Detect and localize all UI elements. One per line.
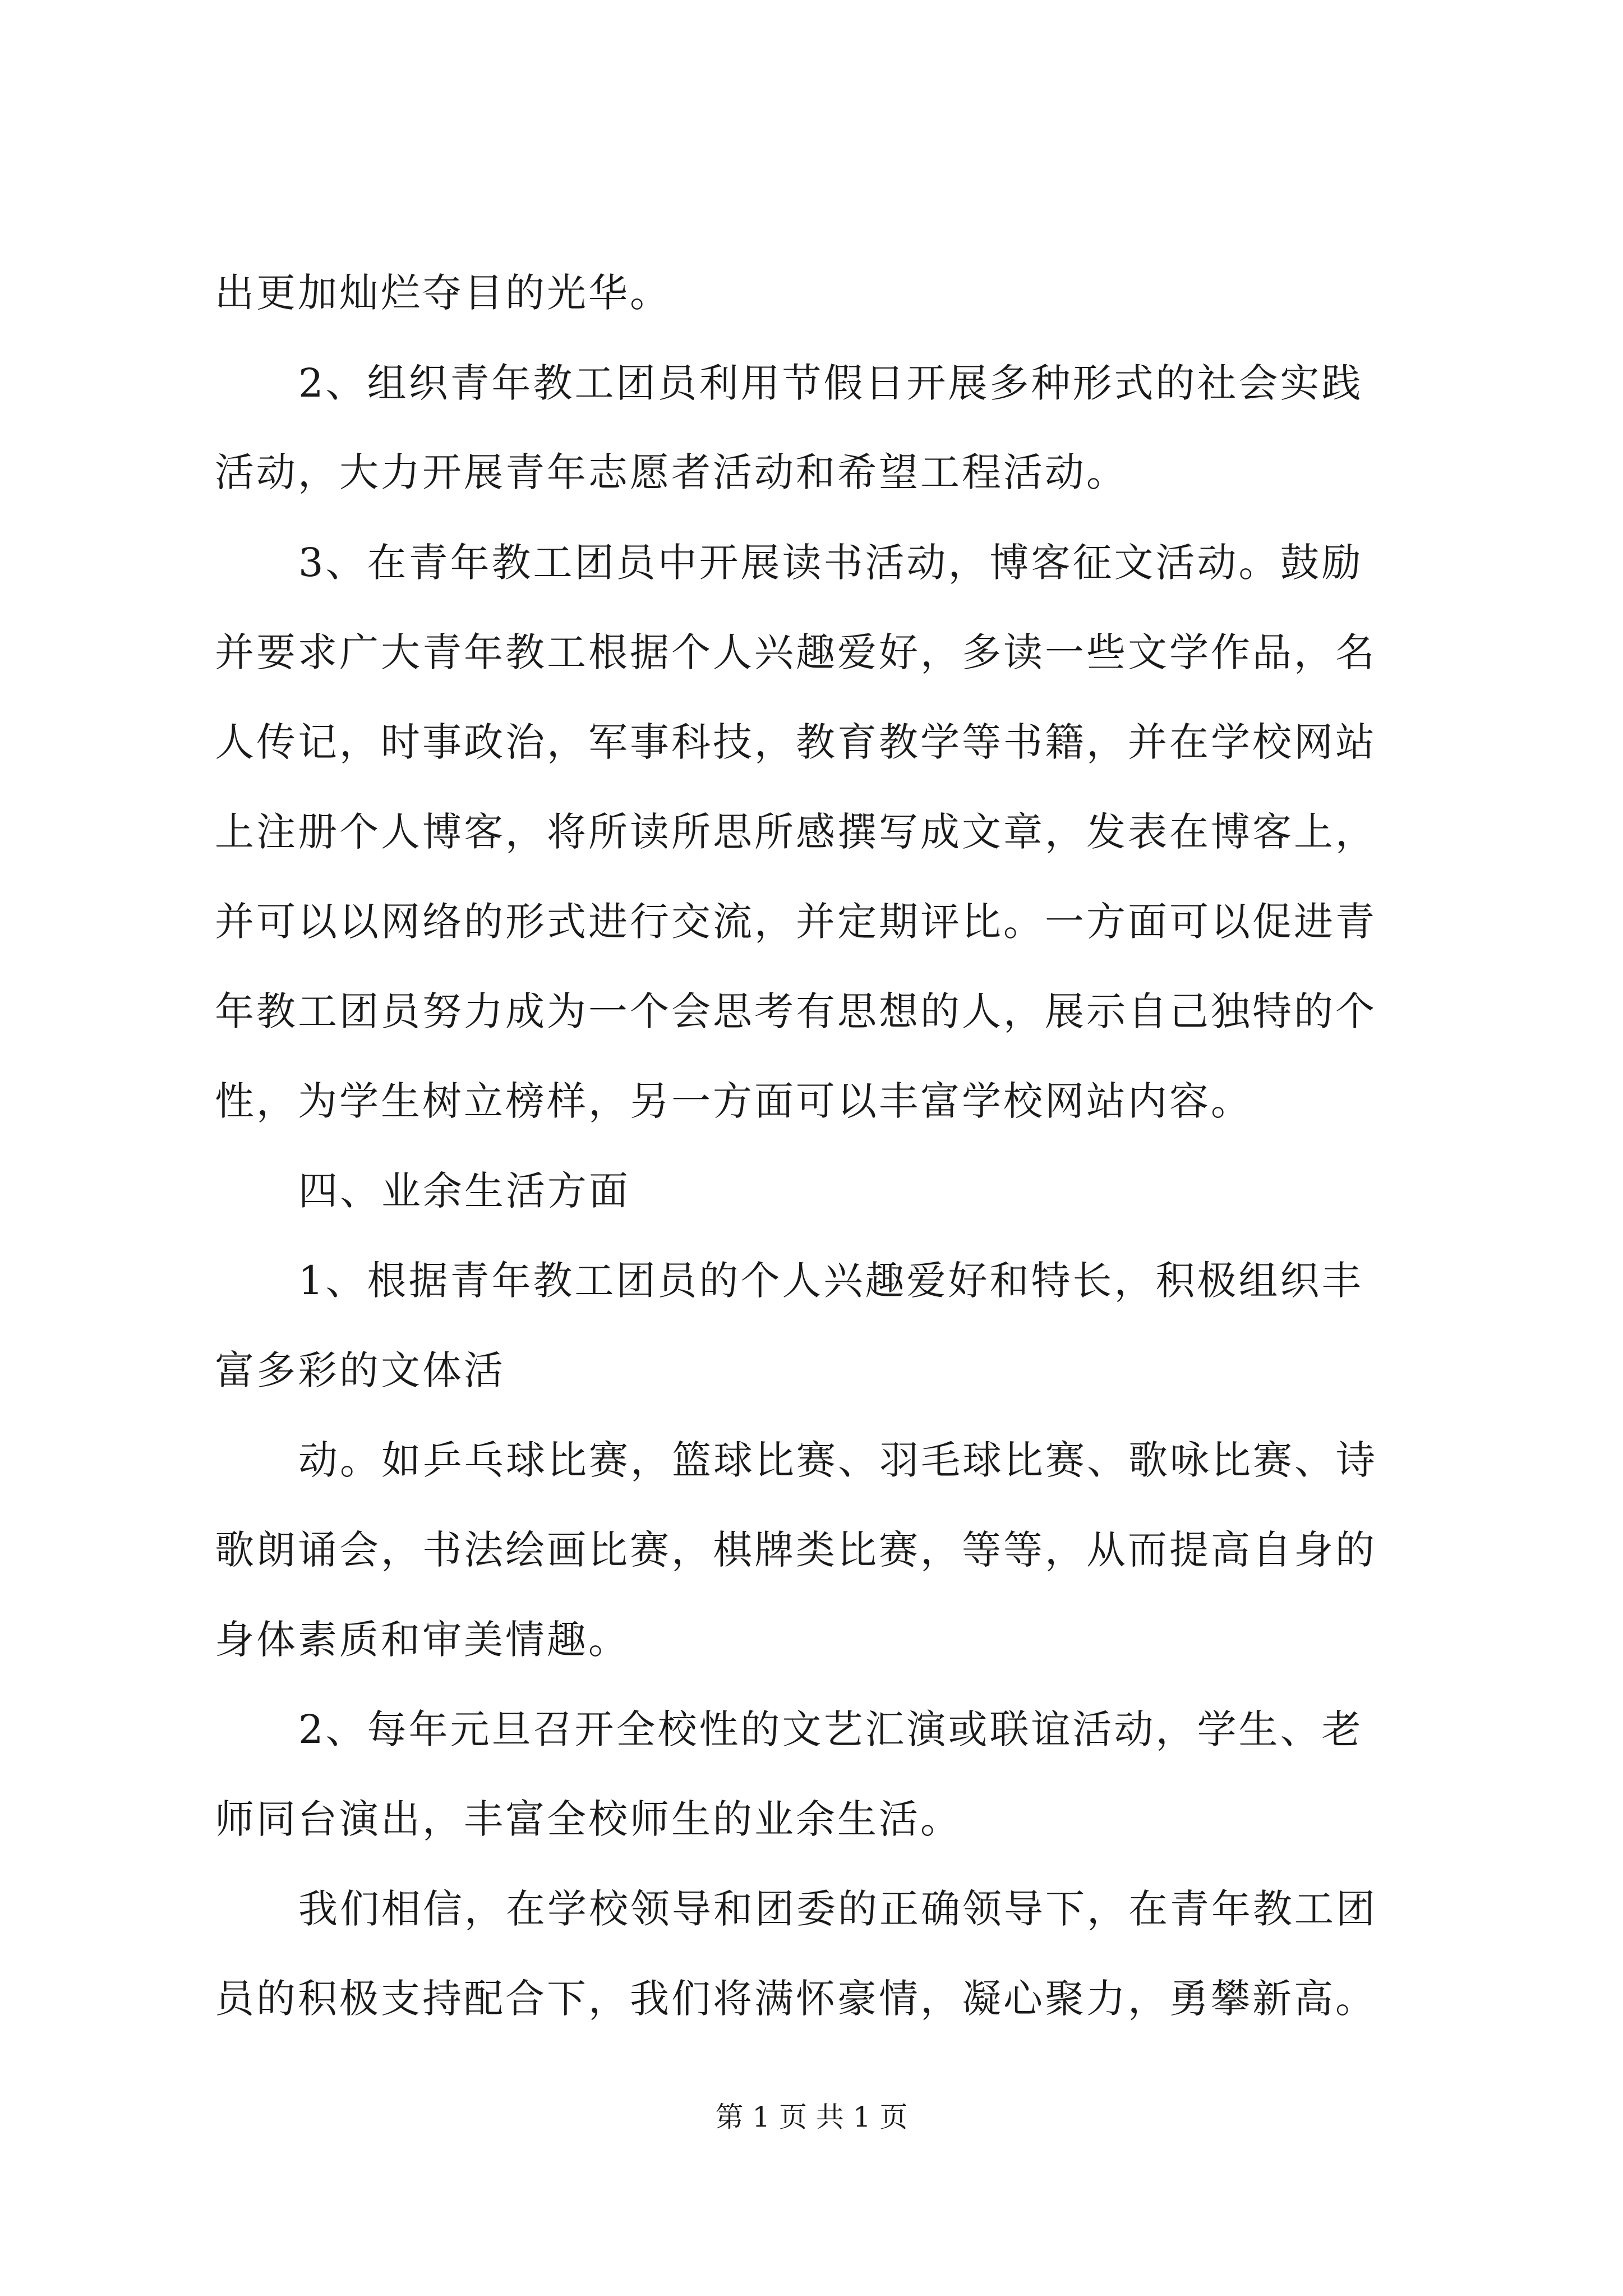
text-line: 富多彩的文体活: [215, 1347, 505, 1393]
text-line: 人传记，时事政治，军事科技，教育教学等书籍，并在学校网站: [215, 719, 1377, 765]
text-line: 年教工团员努力成为一个会思考有思想的人，展示自己独特的个: [215, 988, 1377, 1034]
text-line: 员的积极支持配合下，我们将满怀豪情，凝心聚力，勇攀新高。: [215, 1976, 1377, 2022]
text-line: 3、在青年教工团员中开展读书活动，博客征文活动。鼓励: [298, 540, 1363, 586]
text-line: 动。如乒乓球比赛，篮球比赛、羽毛球比赛、歌咏比赛、诗: [298, 1437, 1377, 1483]
page-number-footer: 第 1 页 共 1 页: [715, 2101, 908, 2133]
text-line: 2、每年元旦召开全校性的文艺汇演或联谊活动，学生、老: [298, 1706, 1363, 1752]
section-heading: 四、业余生活方面: [298, 1168, 630, 1214]
text-line: 歌朗诵会，书法绘画比赛，棋牌类比赛，等等，从而提高自身的: [215, 1527, 1377, 1573]
text-line: 2、组织青年教工团员利用节假日开展多种形式的社会实践: [298, 360, 1363, 406]
text-line: 上注册个人博客，将所读所思所感撰写成文章，发表在博客上，: [215, 809, 1377, 855]
text-line: 并可以以网络的形式进行交流，并定期评比。一方面可以促进青: [215, 899, 1377, 945]
text-line: 性，为学生树立榜样，另一方面可以丰富学校网站内容。: [215, 1078, 1252, 1124]
text-line: 出更加灿烂夺目的光华。: [215, 270, 671, 316]
text-line: 活动，大力开展青年志愿者活动和希望工程活动。: [215, 449, 1128, 495]
text-line: 并要求广大青年教工根据个人兴趣爱好，多读一些文学作品，名: [215, 629, 1377, 675]
text-line: 师同台演出，丰富全校师生的业余生活。: [215, 1796, 962, 1842]
text-line: 身体素质和审美情趣。: [215, 1617, 630, 1663]
text-line: 1、根据青年教工团员的个人兴趣爱好和特长，积极组织丰: [298, 1258, 1363, 1304]
text-line: 我们相信，在学校领导和团委的正确领导下，在青年教工团: [298, 1886, 1377, 1932]
